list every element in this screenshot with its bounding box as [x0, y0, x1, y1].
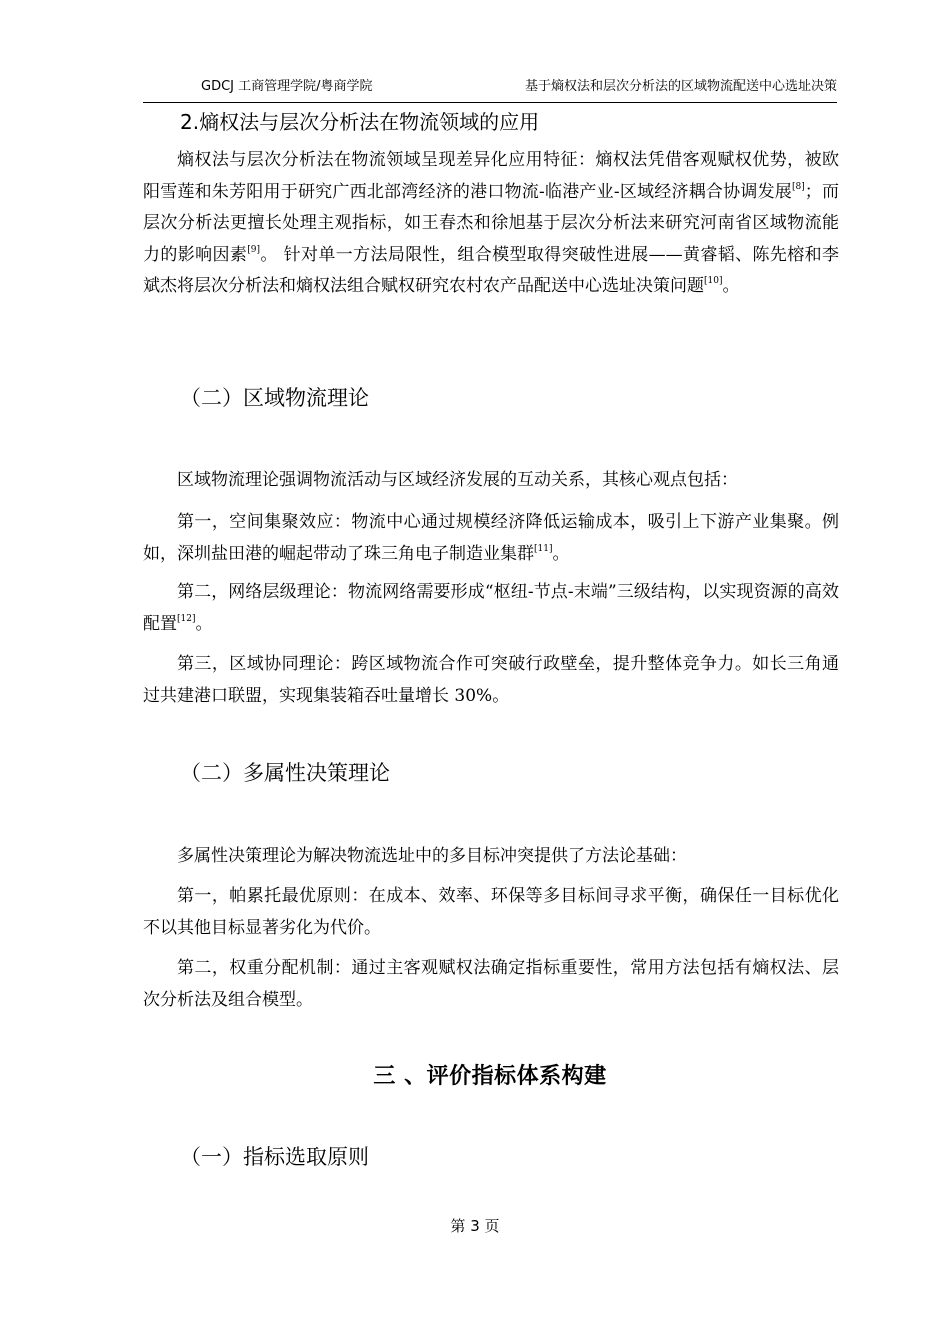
header-right-title: 基于熵权法和层次分析法的区域物流配送中心选址决策: [524, 79, 837, 94]
citation-8: [8]: [792, 181, 805, 192]
citation-11: [11]: [534, 543, 553, 554]
paragraph-network-hierarchy: [143, 577, 839, 640]
chapter-heading-3: 三 、评价指标体系构建: [373, 1064, 607, 1089]
paragraph-text: 。: [552, 543, 570, 564]
subsection-heading-2: 2.熵权法与层次分析法在物流领域的应用: [180, 110, 540, 134]
paragraph-weight-allocation: 第二，权重分配机制：通过主客观赋权法确定指标重要性，常用方法包括有熵权法、层次分析法及组合模型。: [143, 958, 839, 1010]
section-heading-regional-logistics: （二）区域物流理论: [180, 386, 369, 410]
paragraph-text: ；而层次分析法更擅长处理主观指标，如王春杰和徐旭基于层次分析法来研究河南省区域物流能力的影响因素: [143, 181, 839, 265]
paragraph-text: 第一，空间集聚效应：物流中心通过规模经济降低运输成本，吸引上下游产业集聚。例如，深圳盐田港的崛起带动了珠三角电子制造业集群: [143, 512, 839, 564]
paragraph-regional-synergy: 第三，区域协同理论：跨区域物流合作可突破行政壁垒，提升整体竞争力。如长三角通过共建港口联盟，实现集装箱吞吐量增长 30%。: [143, 654, 839, 706]
paragraph-mcdm-intro: 多属性决策理论为解决物流选址中的多目标冲突提供了方法论基础：: [177, 846, 687, 866]
paragraph-text: 。 针对单一方法局限性，组合模型取得突破性进展——黄睿韬、陈先榕和李斌杰将层次分析法和熵权法组合赋权研究农村农产品配送中心选址决策问题: [143, 244, 840, 296]
citation-12: [12]: [177, 613, 196, 624]
paragraph-spatial-agglomeration: [143, 507, 839, 570]
paragraph-text: 第二，网络层级理论：物流网络需要形成“枢纽-节点-末端”三级结构，以实现资源的高效配置: [143, 582, 839, 634]
page-footer: [0, 1215, 950, 1237]
header-left-title: GDCJ 工商管理学院/粤商学院: [201, 79, 373, 94]
page-label-prefix: 第: [450, 1217, 466, 1235]
paragraph-entropy-ahp-application: [143, 145, 839, 303]
paragraph-pareto-principle: 第一，帕累托最优原则：在成本、效率、环保等多目标间寻求平衡，确保任一目标优化不以其他目标显著劣化为代价。: [143, 886, 839, 938]
page-label-suffix: 页: [484, 1217, 500, 1235]
paragraph-text: 。: [195, 613, 213, 634]
section-heading-mcdm: （二）多属性决策理论: [180, 761, 390, 785]
citation-10: [10]: [704, 276, 723, 286]
citation-9: [9]: [247, 244, 261, 255]
paragraph-regional-intro: 区域物流理论强调物流活动与区域经济发展的互动关系，其核心观点包括：: [177, 470, 738, 490]
page-header: [143, 76, 837, 103]
section-heading-indicator-principles: （一）指标选取原则: [180, 1145, 369, 1169]
page-number: 3: [470, 1217, 480, 1235]
paragraph-text: 。: [722, 276, 740, 296]
paragraph-text: 熵权法与层次分析法在物流领域呈现差异化应用特征：熵权法凭借客观赋权优势，被欧阳雪莲和朱芳阳用于研究广西北部湾经济的港口物流-临港产业-区域经济耦合协调发展: [143, 150, 839, 202]
